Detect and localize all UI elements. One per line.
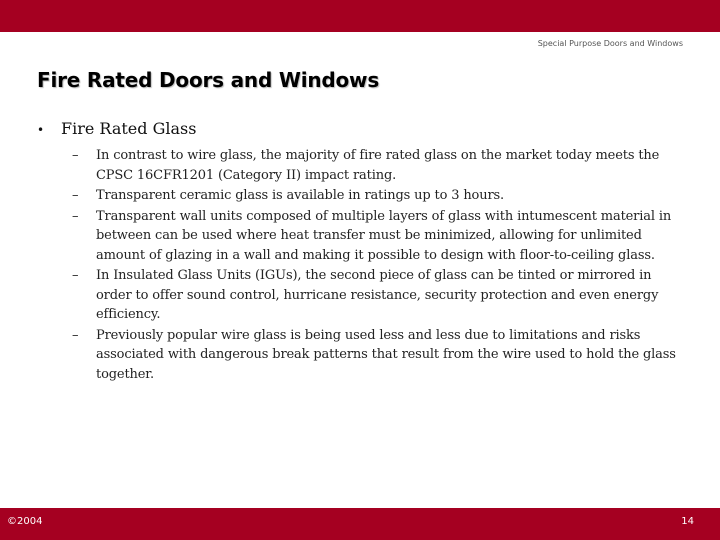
sub-bullet [72, 266, 676, 325]
main-bullet-text: Fire Rated Glass [61, 119, 197, 138]
page-number: 14 [681, 516, 694, 527]
sub-bullet [72, 186, 676, 206]
sub-bullet-text: In Insulated Glass Units (IGUs), the second piece of glass can be tinted or mirrored in order to offer sound control, hurricane resistance, security protection and even energy efficiency. [96, 268, 659, 322]
top-banner [0, 0, 720, 32]
slide-header-subtitle: Special Purpose Doors and Windows [537, 39, 683, 48]
sub-bullet-text: In contrast to wire glass, the majority of fire rated glass on the market today meets the CPSC 16CFR1201 (Category II) impact rating. [96, 148, 660, 183]
sub-bullet-text: Previously popular wire glass is being used less and less due to limitations and risks associated with dangerous break patterns that result from the wire used to hold the glass together. [96, 327, 676, 382]
sub-bullet [72, 326, 676, 385]
dash-marker: – [72, 188, 79, 203]
dash-marker: – [72, 208, 79, 224]
main-bullet [37, 119, 196, 138]
sub-bullet-text: Transparent ceramic glass is available in ratings up to 3 hours. [96, 188, 505, 203]
sub-bullet-text: Transparent wall units composed of multiple layers of glass with intumescent material in between can be used where heat transfer must be minimized, allowing for unlimited amount of glazing in a wall and making it possible to design with floor-to-ceiling glass. [96, 208, 672, 263]
copyright: ©2004 [7, 516, 43, 527]
dash-marker: – [72, 327, 79, 343]
sub-bullet-list [72, 146, 676, 385]
sub-bullet [72, 207, 676, 266]
sub-bullet [72, 146, 676, 185]
footer-banner [0, 508, 720, 540]
slide-title: Fire Rated Doors and Windows [37, 68, 380, 92]
dash-marker: – [72, 268, 79, 283]
dash-marker: – [72, 148, 79, 163]
bullet-marker: • [37, 123, 45, 137]
